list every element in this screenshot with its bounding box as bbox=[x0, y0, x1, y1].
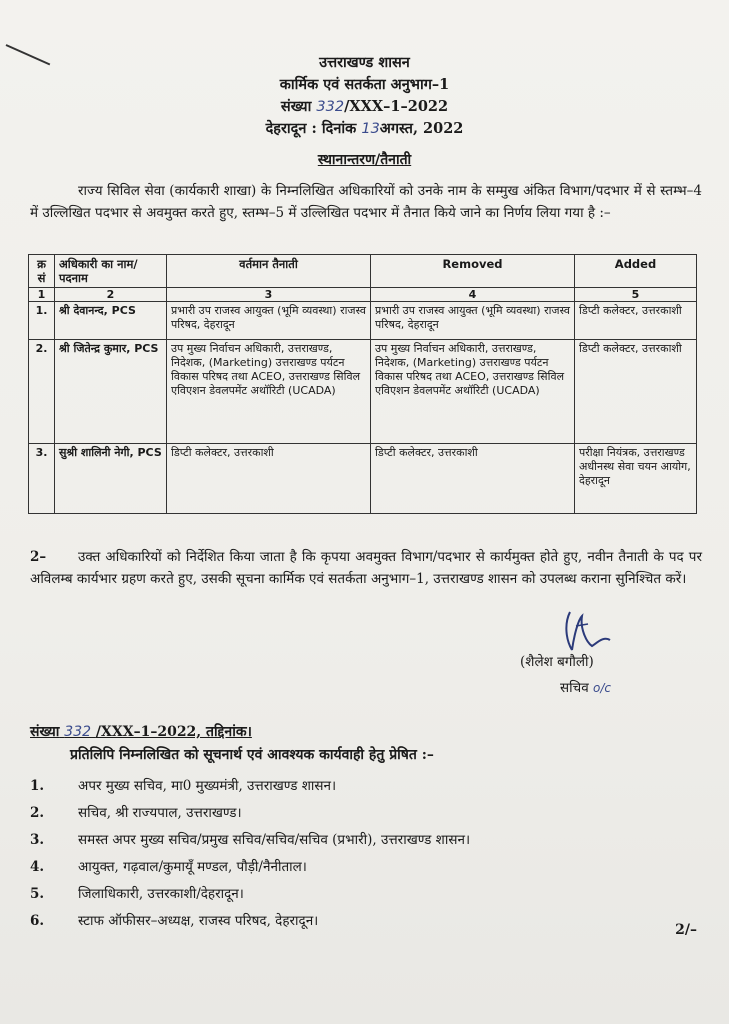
serial-number: 3. bbox=[29, 444, 55, 514]
added-posting: डिप्टी कलेक्टर, उत्तरकाशी bbox=[575, 340, 697, 444]
transfer-table bbox=[28, 254, 697, 514]
header-added: Added bbox=[575, 255, 697, 288]
copy-heading: प्रतिलिपि निम्नलिखित को सूचनार्थ एवं आवश्यक कार्यवाही हेतु प्रेषित :– bbox=[70, 747, 434, 763]
removed-posting: डिप्टी कलेक्टर, उत्तरकाशी bbox=[371, 444, 575, 514]
officer-name: श्री जितेन्द्र कुमार, PCS bbox=[55, 340, 167, 444]
header-date: देहरादून : दिनांक 13अगस्त, 2022 bbox=[265, 120, 464, 137]
table-row bbox=[29, 340, 697, 444]
list-item: 5. जिलाधिकारी, उत्तरकाशी/देहरादून। bbox=[30, 886, 244, 902]
handwritten-order-number: 332 bbox=[316, 99, 345, 115]
serial-number: 2. bbox=[29, 340, 55, 444]
handwritten-date: 13 bbox=[361, 121, 380, 137]
header-serial: क्र सं bbox=[29, 255, 55, 288]
page-continuation-marker: 2/– bbox=[675, 922, 697, 938]
column-index: 2 bbox=[55, 288, 167, 302]
list-item: 4. आयुक्त, गढ़वाल/कुमायूँ मण्डल, पौड़ी/नैनीताल। bbox=[30, 859, 307, 875]
added-posting: डिप्टी कलेक्टर, उत्तरकाशी bbox=[575, 302, 697, 340]
column-index-row bbox=[29, 288, 697, 302]
list-item: 2. सचिव, श्री राज्यपाल, उत्तराखण्ड। bbox=[30, 805, 242, 821]
instruction-text: उक्त अधिकारियों को निर्देशित किया जाता है कि कृपया अवमुक्त विभाग/पदभार से कार्यमुक्त होते हुए, नवीन तैनाती के पद पर अविलम्ब कार्यभार ग्रहण करते हुए, उसकी सूचना कार्मिक एवं सतर्कता अनुभाग–1, उत्तराखण्ड शासन को उपलब्ध कराना सुनिश्चित करें। bbox=[30, 549, 702, 587]
serial-number: 1. bbox=[29, 302, 55, 340]
header-current-posting: वर्तमान तैनाती bbox=[167, 255, 371, 288]
header-government: उत्तराखण्ड शासन bbox=[319, 54, 410, 71]
current-posting: प्रभारी उप राजस्व आयुक्त (भूमि व्यवस्था) राजस्व परिषद, देहरादून bbox=[167, 302, 371, 340]
header-officer: अधिकारी का नाम/पदनाम bbox=[55, 255, 167, 288]
table-row bbox=[29, 302, 697, 340]
paragraph-number: 2– bbox=[30, 549, 47, 565]
list-item: 1. अपर मुख्य सचिव, मा0 मुख्यमंत्री, उत्तराखण्ड शासन। bbox=[30, 778, 337, 794]
table-header-row bbox=[29, 255, 697, 288]
removed-posting: प्रभारी उप राजस्व आयुक्त (भूमि व्यवस्था) राजस्व परिषद, देहरादून bbox=[371, 302, 575, 340]
signatory-designation: सचिव o/c bbox=[560, 680, 611, 696]
header-department: कार्मिक एवं सतर्कता अनुभाग–1 bbox=[279, 76, 450, 93]
signatory-name: (शैलेश बगौली) bbox=[520, 654, 594, 670]
officer-name: सुश्री शालिनी नेगी, PCS bbox=[55, 444, 167, 514]
table-row bbox=[29, 444, 697, 514]
header-removed: Removed bbox=[371, 255, 575, 288]
column-index: 1 bbox=[29, 288, 55, 302]
column-index: 4 bbox=[371, 288, 575, 302]
column-index: 3 bbox=[167, 288, 371, 302]
list-item: 6. स्टाफ ऑफीसर–अध्यक्ष, राजस्व परिषद, देहरादून। bbox=[30, 913, 319, 929]
header-order-number: संख्या 332/XXX–1–2022 bbox=[280, 98, 449, 115]
column-index: 5 bbox=[575, 288, 697, 302]
handwritten-copy-number: 332 bbox=[64, 724, 92, 740]
list-item: 3. समस्त अपर मुख्य सचिव/प्रमुख सचिव/सचिव/सचिव (प्रभारी), उत्तराखण्ड शासन। bbox=[30, 832, 471, 848]
signature-mark bbox=[556, 606, 616, 656]
subject-heading: स्थानान्तरण/तैनाती bbox=[317, 152, 412, 168]
copy-reference: संख्या 332 /XXX–1–2022, तद्दिनांक। bbox=[30, 724, 252, 740]
intro-paragraph: राज्य सिविल सेवा (कार्यकारी शाखा) के निम्नलिखित अधिकारियों को उनके नाम के सम्मुख अंकित विभाग/पदभार में से स्तम्भ–4 में उल्लिखित पदभार से अवमुक्त करते हुए, स्तम्भ–5 में उल्लिखित पदभार में तैनात किये जाने का निर्णय लिया गया है :– bbox=[30, 183, 702, 221]
removed-posting: उप मुख्य निर्वाचन अधिकारी, उत्तराखण्ड, निदेशक, (Marketing) उत्तराखण्ड पर्यटन विकास परिषद तथा ACEO, उत्तराखण्ड सिविल एविएशन डेवलपमेंट अथॉरिटी (UCADA) bbox=[371, 340, 575, 444]
added-posting: परीक्षा नियंत्रक, उत्तराखण्ड अधीनस्थ सेवा चयन आयोग, देहरादून bbox=[575, 444, 697, 514]
officer-name: श्री देवानन्द, PCS bbox=[55, 302, 167, 340]
current-posting: डिप्टी कलेक्टर, उत्तरकाशी bbox=[167, 444, 371, 514]
instruction-paragraph bbox=[30, 546, 702, 590]
handwritten-note: o/c bbox=[593, 681, 611, 695]
current-posting: उप मुख्य निर्वाचन अधिकारी, उत्तराखण्ड, निदेशक, (Marketing) उत्तराखण्ड पर्यटन विकास परिषद तथा ACEO, उत्तराखण्ड सिविल एविएशन डेवलपमेंट अथॉरिटी (UCADA) bbox=[167, 340, 371, 444]
